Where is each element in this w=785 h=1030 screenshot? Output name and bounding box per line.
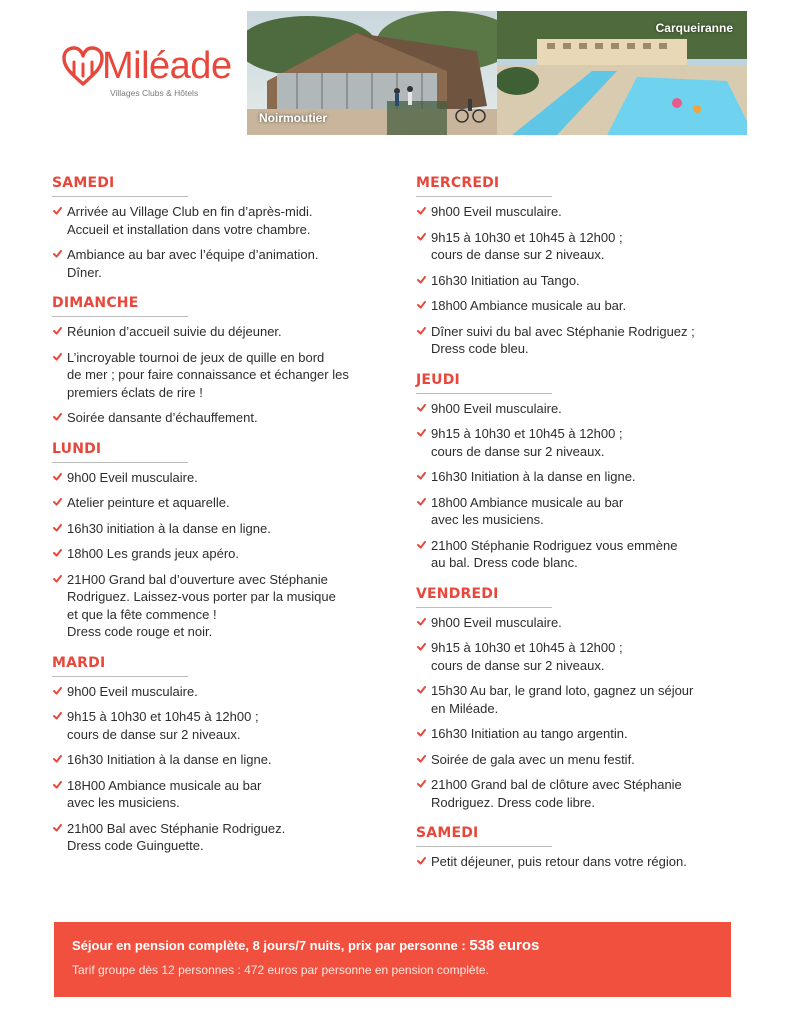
check-icon [417,207,426,215]
day-title: SAMEDI [416,825,552,847]
activity-item [52,246,397,281]
activity-item [52,494,397,512]
activity-item [416,468,761,486]
activity-text: 16h30 Initiation à la danse en ligne. [431,469,636,484]
activity-text: Soirée de gala avec un menu festif. [431,751,635,767]
activity-text: 18h00 Les grands jeux apéro. [67,546,240,561]
activity-list [52,323,397,427]
activity-list [52,469,397,641]
day-title: MERCREDI [416,175,552,197]
activity-item [52,469,397,487]
activity-list [52,683,397,855]
logo-wordmark [62,46,232,86]
program-left-column [52,175,397,869]
activity-item [52,545,397,563]
check-icon [53,824,62,832]
activity-item [52,683,397,701]
activity-text: 18h00 Ambiance musicale au bar. [431,298,627,313]
banner-main-text: Séjour en pension complète, 8 jours/7 nuits, prix par personne : [72,938,470,953]
activity-text: L’incroyable tournoi de jeux de quille en bord de mer ; pour faire connaissance et échanger les premiers éclats de rire ! [67,349,349,400]
check-icon [53,524,62,532]
day-title: MARDI [52,655,188,677]
day-section [52,175,397,281]
activity-text: 18H00 Ambiance musicale au bar avec les musiciens. [67,777,262,810]
price-banner [54,922,731,997]
check-icon [53,353,62,361]
activity-item [416,537,761,572]
check-icon [417,233,426,241]
activity-text: 9h00 Eveil musculaire. [67,683,198,699]
check-icon [417,301,426,309]
activity-text: 9h15 à 10h30 et 10h45 à 12h00 ; cours de danse sur 2 niveaux. [431,640,623,673]
activity-item [416,203,761,221]
logo-heart-m-icon [62,46,104,86]
check-icon [417,780,426,788]
activity-item [416,425,761,460]
activity-item [416,776,761,811]
activity-item [52,708,397,743]
check-icon [53,498,62,506]
check-icon [417,327,426,335]
activity-item [52,820,397,855]
day-section [416,175,761,358]
banner-price: 538 euros [469,937,540,954]
activity-text: 16h30 Initiation au tango argentin. [431,726,628,741]
photo-caption-carqueiranne: Carqueiranne [655,21,733,35]
day-title: LUNDI [52,441,188,463]
activity-text: 16h30 initiation à la danse en ligne. [67,520,271,536]
check-icon [417,857,426,865]
day-section [52,295,397,427]
program-right-column [416,175,761,885]
activity-text: Atelier peinture et aquarelle. [67,495,230,510]
activity-item [52,349,397,402]
photo-caption-noirmoutier: Noirmoutier [259,111,328,125]
activity-text: 9h15 à 10h30 et 10h45 à 12h00 ; cours de danse sur 2 niveaux. [431,426,623,459]
logo-text: Miléade [102,45,232,87]
activity-item [416,751,761,769]
activity-item [416,853,761,871]
activity-text: 9h00 Eveil musculaire. [431,400,562,416]
activity-item [52,203,397,238]
check-icon [53,755,62,763]
activity-item [416,682,761,717]
activity-text: 9h00 Eveil musculaire. [431,204,562,219]
activity-text: Ambiance au bar avec l’équipe d’animation. Dîner. [67,247,319,280]
check-icon [53,712,62,720]
activity-text: 18h00 Ambiance musicale au bar avec les musiciens. [431,494,624,527]
activity-list [416,400,761,572]
check-icon [417,276,426,284]
activity-text: 21h00 Stéphanie Rodriguez vous emmène au bal. Dress code blanc. [431,537,678,570]
day-title: VENDREDI [416,586,552,608]
check-icon [417,618,426,626]
activity-list [52,203,397,281]
check-icon [53,575,62,583]
day-title: JEUDI [416,372,552,394]
activity-text: Réunion d’accueil suivie du déjeuner. [67,324,282,339]
logo-tagline: Villages Clubs & Hôtels [110,88,199,98]
check-icon [417,472,426,480]
activity-item [416,297,761,315]
activity-text: 21H00 Grand bal d’ouverture avec Stéphanie Rodriguez. Laissez-vous porter par la musique et que la fête commence ! Dress code rouge et noir. [67,571,336,639]
check-icon [417,686,426,694]
activity-item [416,323,761,358]
check-icon [417,404,426,412]
activity-text: 9h15 à 10h30 et 10h45 à 12h00 ; cours de danse sur 2 niveaux. [67,709,259,742]
activity-item [52,571,397,641]
activity-item [416,400,761,418]
photo-carqueiranne [497,11,747,135]
check-icon [417,755,426,763]
check-icon [53,250,62,258]
activity-item [416,614,761,632]
photo-noirmoutier [247,11,497,135]
day-title: SAMEDI [52,175,188,197]
brand-logo [62,46,237,106]
activity-text: 16h30 Initiation à la danse en ligne. [67,752,272,767]
activity-text: Dîner suivi du bal avec Stéphanie Rodriguez ; Dress code bleu. [431,323,695,356]
activity-text: 15h30 Au bar, le grand loto, gagnez un séjour en Miléade. [431,683,694,716]
check-icon [417,429,426,437]
day-section [52,441,397,641]
check-icon [53,549,62,557]
check-icon [53,207,62,215]
activity-text: 21h00 Bal avec Stéphanie Rodriguez. Dress code Guinguette. [67,820,286,853]
header-photos [247,11,747,135]
day-section [416,586,761,812]
check-icon [417,643,426,651]
activity-list [416,203,761,358]
activity-text: 9h15 à 10h30 et 10h45 à 12h00 ; cours de danse sur 2 niveaux. [431,229,623,262]
activity-item [416,725,761,743]
activity-item [416,272,761,290]
activity-list [416,853,761,871]
day-section [416,372,761,572]
day-section [52,655,397,855]
activity-text: Soirée dansante d’échauffement. [67,410,258,425]
activity-item [52,323,397,341]
activity-item [416,229,761,264]
check-icon [53,781,62,789]
activity-item [52,777,397,812]
banner-main-line [72,937,713,955]
activity-text: 9h00 Eveil musculaire. [431,614,562,630]
activity-item [52,520,397,538]
activity-item [416,639,761,674]
activity-item [416,494,761,529]
activity-text: 21h00 Grand bal de clôture avec Stéphanie Rodriguez. Dress code libre. [431,777,682,810]
activity-list [416,614,761,812]
activity-text: 16h30 Initiation au Tango. [431,272,580,288]
check-icon [53,473,62,481]
activity-text: Arrivée au Village Club en fin d’après-midi. Accueil et installation dans votre chambre. [67,204,313,237]
activity-text: 9h00 Eveil musculaire. [67,469,198,485]
banner-group-rate: Tarif groupe dès 12 personnes : 472 euros par personne en pension complète. [72,963,489,977]
check-icon [417,541,426,549]
check-icon [53,327,62,335]
check-icon [53,687,62,695]
activity-item [52,409,397,427]
activity-item [52,751,397,769]
check-icon [417,729,426,737]
activity-text: Petit déjeuner, puis retour dans votre région. [431,854,687,869]
day-title: DIMANCHE [52,295,188,317]
check-icon [53,413,62,421]
check-icon [417,498,426,506]
day-section [416,825,761,871]
